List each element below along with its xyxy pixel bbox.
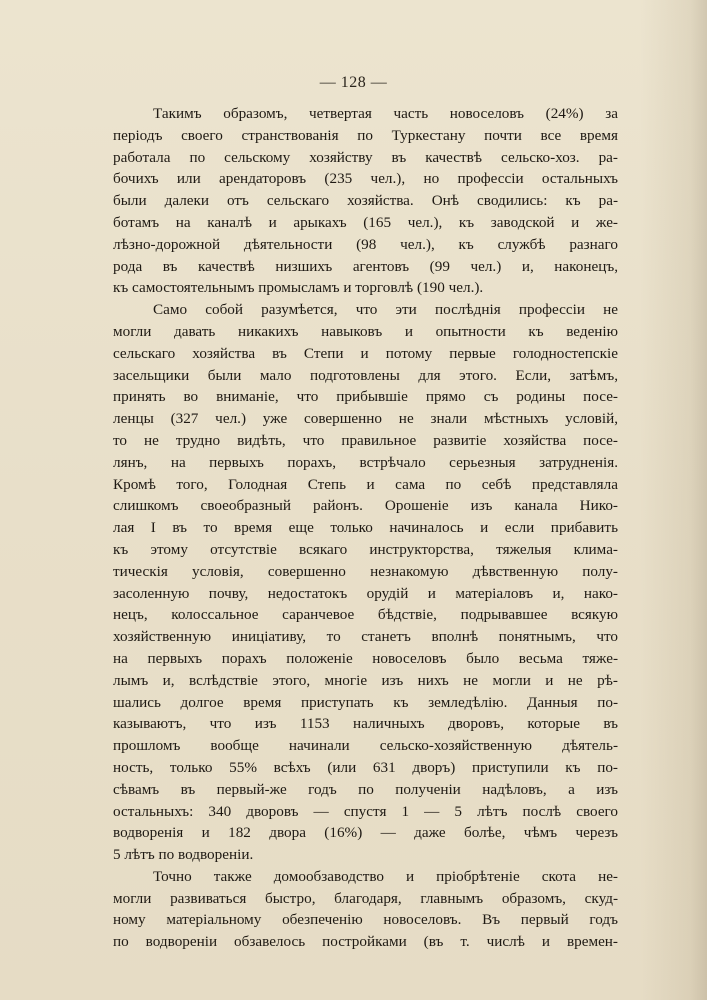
text-line: лымъ и, вслѣдствіе этого, многіе изъ нихъ не могли и не рѣ- bbox=[113, 671, 618, 689]
paragraph bbox=[113, 866, 618, 953]
text-line: періодъ своего странствованія по Туркестану почти все время bbox=[113, 126, 618, 144]
text-line: ботамъ на каналѣ и арыкахъ (165 чел.), къ заводской и же- bbox=[113, 213, 618, 231]
text-line: нецъ, колоссальное саранчевое бѣдствіе, подрывавшее всякую bbox=[113, 606, 618, 624]
text-line: бочихъ или арендаторовъ (235 чел.), но профессіи остальныхъ bbox=[113, 170, 618, 188]
text-line: то не трудно видѣть, что правильное развитіе хозяйства посе- bbox=[113, 431, 618, 449]
text-line: хозяйственную иниціативу, то станетъ вполнѣ понятнымъ, что bbox=[113, 628, 618, 646]
text-line: засоленную почву, недостатокъ орудій и матеріаловъ и, нако- bbox=[113, 584, 618, 602]
text-line: засельщики были мало подготовлены для этого. Если, затѣмъ, bbox=[113, 366, 618, 384]
paragraph bbox=[113, 103, 618, 299]
text-line: Такимъ образомъ, четвертая часть новоселовъ (24%) за bbox=[153, 105, 618, 122]
body-text bbox=[113, 103, 618, 953]
text-line: работала по сельскому хозяйству въ качествѣ сельско-хоз. ра- bbox=[113, 148, 618, 166]
text-line: сѣвамъ въ первый-же годъ по полученіи надѣловъ, а изъ bbox=[113, 780, 618, 798]
text-line: на первыхъ порахъ положеніе новоселовъ было весьма тяже- bbox=[113, 649, 618, 667]
text-line: Точно также домообзаводство и пріобрѣтеніе скота не- bbox=[153, 867, 618, 885]
text-line: ному матеріальному обезпеченію новоселовъ. Въ первый годъ bbox=[113, 911, 618, 929]
text-line: ность, только 55% всѣхъ (или 631 дворъ) приступили къ по- bbox=[113, 758, 618, 776]
text-line: тическія условія, совершенно незнакомую дѣвственную полу- bbox=[113, 562, 618, 580]
text-line: были далеки отъ сельскаго хозяйства. Онѣ сводились: къ ра- bbox=[113, 192, 618, 210]
text-line: Кромѣ того, Голодная Степь и сама по себѣ представляла bbox=[113, 475, 618, 493]
text-line: ленцы (327 чел.) уже совершенно не знали мѣстныхъ условій, bbox=[113, 410, 618, 428]
text-line: 5 лѣтъ по водвореніи. bbox=[113, 846, 254, 864]
paragraph bbox=[113, 299, 618, 866]
text-line: казываютъ, что изъ 1153 наличныхъ дворовъ, которые въ bbox=[113, 715, 618, 733]
text-line: къ самостоятельнымъ промысламъ и торговлѣ (190 чел.). bbox=[113, 279, 484, 297]
text-line: сельскаго хозяйства въ Степи и потому первые голодностепскіе bbox=[113, 344, 618, 362]
text-line: рода въ качествѣ низшихъ агентовъ (99 чел.) и, наконецъ, bbox=[113, 257, 618, 275]
text-line: лая I въ то время еще только начиналось и если прибавить bbox=[113, 519, 618, 537]
page-number: — 128 — bbox=[319, 74, 388, 91]
text-line: Само собой разумѣется, что эти послѣднія профессіи не bbox=[153, 301, 618, 319]
text-line: остальныхъ: 340 дворовъ — спустя 1 — 5 лѣтъ послѣ своего bbox=[113, 802, 618, 820]
text-line: прошломъ вообще начинали сельско-хозяйственную дѣятель- bbox=[113, 737, 618, 755]
text-line: водворенія и 182 двора (16%) — даже болѣе, чѣмъ черезъ bbox=[113, 824, 618, 842]
text-line: принять во вниманіе, что прибывшіе прямо съ родины посе- bbox=[113, 388, 618, 406]
text-line: слишкомъ своеобразный районъ. Орошеніе изъ канала Нико- bbox=[113, 497, 618, 515]
text-line: къ этому отсутствіе всякаго инструкторства, тяжелыя клима- bbox=[113, 540, 618, 558]
text-line: шались долгое время приступать къ земледѣлію. Данныя по- bbox=[113, 693, 618, 711]
text-line: лянъ, на первыхъ порахъ, встрѣчало серьезныя затрудненія. bbox=[113, 453, 618, 471]
text-line: могли развиваться быстро, благодаря, главнымъ образомъ, скуд- bbox=[113, 889, 618, 907]
text-line: по водвореніи обзавелось постройками (въ т. числѣ и времен- bbox=[113, 933, 618, 951]
text-line: лѣзно-дорожной дѣятельности (98 чел.), къ службѣ разнаго bbox=[113, 235, 618, 253]
text-line: могли давать никакихъ навыковъ и опытности къ веденію bbox=[113, 322, 618, 340]
